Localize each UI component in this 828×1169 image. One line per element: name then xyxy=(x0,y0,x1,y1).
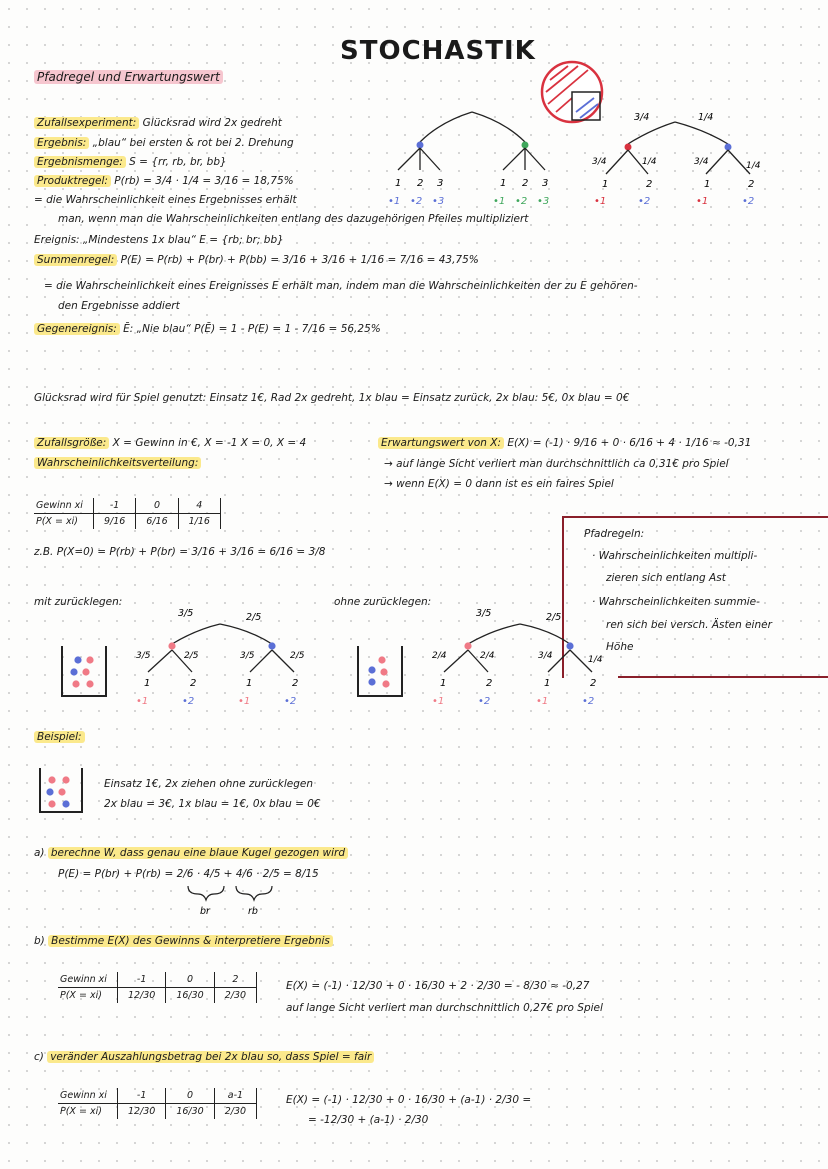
urn-icon xyxy=(62,646,106,696)
leaf-dot: •1 xyxy=(536,696,549,707)
table-row xyxy=(58,1104,257,1120)
tree3-leaf: •1 xyxy=(696,196,709,207)
pfadregeln-title: Pfadregeln: xyxy=(584,528,645,540)
random-variable-line: Zufallsgröße: X = Gewinn in €, X = -1 X = 0, X = 4 xyxy=(34,437,306,449)
tree2-label: 3 xyxy=(542,178,549,189)
prob-label: 3/5 xyxy=(240,651,255,661)
tree3-label: 2 xyxy=(748,179,755,190)
distribution-heading: Wahrscheinlichkeitsverteilung: xyxy=(34,457,201,469)
tree3-leaf: •2 xyxy=(638,196,651,207)
table-cell: -1 xyxy=(117,1088,165,1104)
part-b-interpretation: auf lange Sicht verliert man durchschnittlich 0,27€ pro Spiel xyxy=(286,1002,603,1014)
leaf-dot: •1 xyxy=(136,696,149,707)
product-rule-def-2: man, wenn man die Wahrscheinlichkeiten entlang des dazugehörigen Pfeiles multipliziert xyxy=(58,213,529,225)
with-replacement-label: mit zurücklegen: xyxy=(34,596,123,608)
example-line-2: 2x blau = 3€, 1x blau = 1€, 0x blau = 0€ xyxy=(104,798,321,810)
example-heading: Beispiel: xyxy=(34,731,85,743)
example-line-1: Einsatz 1€, 2x ziehen ohne zurücklegen xyxy=(104,778,314,790)
part-c-table xyxy=(58,1088,257,1119)
wheel-icon xyxy=(542,62,602,122)
table-cell: Gewinn xi xyxy=(34,498,93,514)
game-description: Glücksrad wird für Spiel genutzt: Einsatz 1€, Rad 2x gedreht, 1x blau = Einsatz zurück, 2x blau: 5€, 0x blau = 0€ xyxy=(34,392,630,404)
part-b-task: b) Bestimme E(X) des Gewinns & interpretiere Ergebnis xyxy=(34,935,333,947)
tree3-label: 2 xyxy=(646,179,653,190)
table-cell: 2/30 xyxy=(214,1104,256,1120)
leaf-label: 1 xyxy=(544,678,551,689)
part-c-calc-2: = -12/30 + (a-1) · 2/30 xyxy=(308,1114,429,1126)
tree1-leaf: •3 xyxy=(432,196,445,207)
leaf-label: 1 xyxy=(144,678,151,689)
top-tree-diagrams xyxy=(380,60,820,220)
brace-label: br xyxy=(200,906,210,917)
table-cell: -1 xyxy=(93,498,135,514)
tree2-leaf: •1 xyxy=(493,196,506,207)
sum-rule-def-1: = die Wahrscheinlichkeit eines Ereignisses E erhält man, indem man die Wahrscheinlichkeiten der zu E gehören- xyxy=(44,280,638,292)
node-blue xyxy=(417,142,424,149)
sum-rule-line: Summenregel: P(E) = P(rb) + P(br) + P(bb) = 3/16 + 3/16 + 1/16 = 7/16 = 43,75% xyxy=(34,254,479,266)
table-row xyxy=(58,1088,257,1104)
leaf-label: 1 xyxy=(440,678,447,689)
leaf-label: 2 xyxy=(292,678,299,689)
prob-label: 2/5 xyxy=(184,651,199,661)
example-calc: z.B. P(X=0) = P(rb) + P(br) = 3/16 + 3/16 = 6/16 = 3/8 xyxy=(34,546,326,558)
prob-label: 1/4 xyxy=(588,655,603,665)
tree-blue-green xyxy=(388,112,549,207)
table-row xyxy=(34,514,220,530)
prob-label: 3/5 xyxy=(178,608,194,619)
tree3-leaf: •2 xyxy=(742,196,755,207)
leaf-dot: •1 xyxy=(238,696,251,707)
leaf-label: 2 xyxy=(190,678,197,689)
table-row xyxy=(58,988,257,1004)
tree1-label: 2 xyxy=(417,178,424,189)
tree1-leaf: •1 xyxy=(388,196,401,207)
pfadregeln-line: ren sich bei versch. Ästen einer xyxy=(606,619,772,631)
table-cell: 2/30 xyxy=(214,988,256,1004)
expected-value-note-2: → wenn E(X) = 0 dann ist es ein faires Spiel xyxy=(384,478,614,490)
sum-rule-def-2: den Ergebnisse addiert xyxy=(58,300,180,312)
tree1-leaf: •2 xyxy=(410,196,423,207)
leaf-dot: •2 xyxy=(182,696,195,707)
table-cell: 4 xyxy=(178,498,220,514)
tree1-label: 1 xyxy=(395,178,402,189)
table-cell: 12/30 xyxy=(117,1104,165,1120)
table-cell: 1/16 xyxy=(178,514,220,530)
table-cell: Gewinn xi xyxy=(58,1088,117,1104)
page-title: STOCHASTIK xyxy=(340,36,536,66)
leaf-label: 2 xyxy=(486,678,493,689)
node-red xyxy=(625,144,632,151)
table-cell: 12/30 xyxy=(117,988,165,1004)
leaf-dot: •2 xyxy=(478,696,491,707)
tree-with-replacement xyxy=(136,608,305,707)
leaf-label: 1 xyxy=(246,678,253,689)
prob-label: 3/4 xyxy=(634,112,650,123)
part-b-table xyxy=(58,972,257,1003)
tree2-leaf: •2 xyxy=(515,196,528,207)
brace-label: rb xyxy=(248,906,258,917)
table-cell: P(X = xi) xyxy=(36,516,78,527)
part-b-calc: E(X) = (-1) · 12/30 + 0 · 16/30 + 2 · 2/30 = - 8/30 ≈ -0,27 xyxy=(286,980,590,992)
without-replacement-label: ohne zurücklegen: xyxy=(334,596,432,608)
table-cell: 0 xyxy=(136,498,178,514)
table-cell: Gewinn xi xyxy=(58,972,117,988)
table-cell: a-1 xyxy=(214,1088,256,1104)
part-a-braces xyxy=(186,884,276,918)
prob-label: 2/4 xyxy=(432,651,447,661)
urn-icon xyxy=(38,766,88,816)
table-row xyxy=(34,498,220,514)
prob-label: 2/5 xyxy=(290,651,305,661)
table-cell: P(X = xi) xyxy=(60,990,102,1001)
tree3-label: 1 xyxy=(704,179,711,190)
urn-trees xyxy=(60,600,603,712)
product-rule-def-1: = die Wahrscheinlichkeit eines Ergebnisses erhält xyxy=(34,194,297,206)
prob-label: 3/4 xyxy=(538,651,553,661)
tree3-label: 1 xyxy=(602,179,609,190)
tree2-leaf: •3 xyxy=(537,196,550,207)
tree2-label: 2 xyxy=(522,178,529,189)
urn-icon xyxy=(358,646,402,696)
section-heading: Pfadregel und Erwartungswert xyxy=(34,70,223,84)
prob-label: 1/4 xyxy=(642,157,657,167)
part-c-task: c) veränder Auszahlungsbetrag bei 2x blau so, dass Spiel = fair xyxy=(34,1051,374,1063)
tree1-label: 3 xyxy=(437,178,444,189)
pfadregeln-line: Höhe xyxy=(606,641,634,653)
table-cell: 6/16 xyxy=(136,514,178,530)
pfadregeln-line: · Wahrscheinlichkeiten summie- xyxy=(592,596,760,608)
table-cell: 9/16 xyxy=(93,514,135,530)
part-a-task: a) berechne W, dass genau eine blaue Kugel gezogen wird xyxy=(34,847,348,859)
prob-label: 2/5 xyxy=(546,612,562,623)
table-cell: -1 xyxy=(117,972,165,988)
experiment-line: Zufallsexperiment: Glücksrad wird 2x gedreht xyxy=(34,117,282,129)
table-cell: 2 xyxy=(214,972,256,988)
pfadregeln-box-underline xyxy=(618,676,828,678)
distribution-table xyxy=(34,498,221,529)
leaf-dot: •1 xyxy=(432,696,445,707)
tree2-label: 1 xyxy=(500,178,507,189)
prob-label: 3/4 xyxy=(592,157,607,167)
node-green xyxy=(522,142,529,149)
table-cell: 16/30 xyxy=(166,1104,214,1120)
part-a-calc: P(E) = P(br) + P(rb) = 2/6 · 4/5 + 4/6 · 2/5 = 8/15 xyxy=(58,868,319,880)
leaf-label: 2 xyxy=(590,678,597,689)
sample-space-line: Ergebnismenge: S = {rr, rb, br, bb} xyxy=(34,156,227,168)
prob-label: 3/5 xyxy=(136,651,151,661)
part-c-calc-1: E(X) = (-1) · 12/30 + 0 · 16/30 + (a-1) · 2/30 = xyxy=(286,1094,532,1106)
table-cell: 16/30 xyxy=(166,988,214,1004)
table-cell: 0 xyxy=(166,1088,214,1104)
tree-red-blue xyxy=(592,112,761,207)
prob-label: 1/4 xyxy=(698,112,714,123)
tree3-leaf: •1 xyxy=(594,196,607,207)
outcome-line: Ergebnis: „blau“ bei ersten & rot bei 2. Drehung xyxy=(34,137,294,149)
table-row xyxy=(58,972,257,988)
event-line: Ereignis: „Mindestens 1x blau“ E = {rb; br; bb} xyxy=(34,234,284,246)
product-rule-line: Produktregel: P(rb) = 3/4 · 1/4 = 3/16 = 18,75% xyxy=(34,175,294,187)
complement-line: Gegenereignis: Ē: „Nie blau“ P(Ē) = 1 - P(E) = 1 - 7/16 = 56,25% xyxy=(34,323,381,335)
prob-label: 3/4 xyxy=(694,157,709,167)
pfadregeln-line: zieren sich entlang Ast xyxy=(606,572,726,584)
prob-label: 3/5 xyxy=(476,608,492,619)
expected-value-line: Erwartungswert von X: E(X) = (-1) · 9/16 + 0 · 6/16 + 4 · 1/16 ≈ -0,31 xyxy=(378,437,751,449)
expected-value-note-1: → auf lange Sicht verliert man durchschnittlich ca 0,31€ pro Spiel xyxy=(384,458,729,470)
prob-label: 1/4 xyxy=(746,161,761,171)
table-cell: 0 xyxy=(166,972,214,988)
pfadregeln-line: · Wahrscheinlichkeiten multipli- xyxy=(592,550,758,562)
table-cell: P(X = xi) xyxy=(60,1106,102,1117)
node-blue xyxy=(725,144,732,151)
leaf-dot: •2 xyxy=(582,696,595,707)
prob-label: 2/5 xyxy=(246,612,262,623)
prob-label: 2/4 xyxy=(480,651,495,661)
leaf-dot: •2 xyxy=(284,696,297,707)
